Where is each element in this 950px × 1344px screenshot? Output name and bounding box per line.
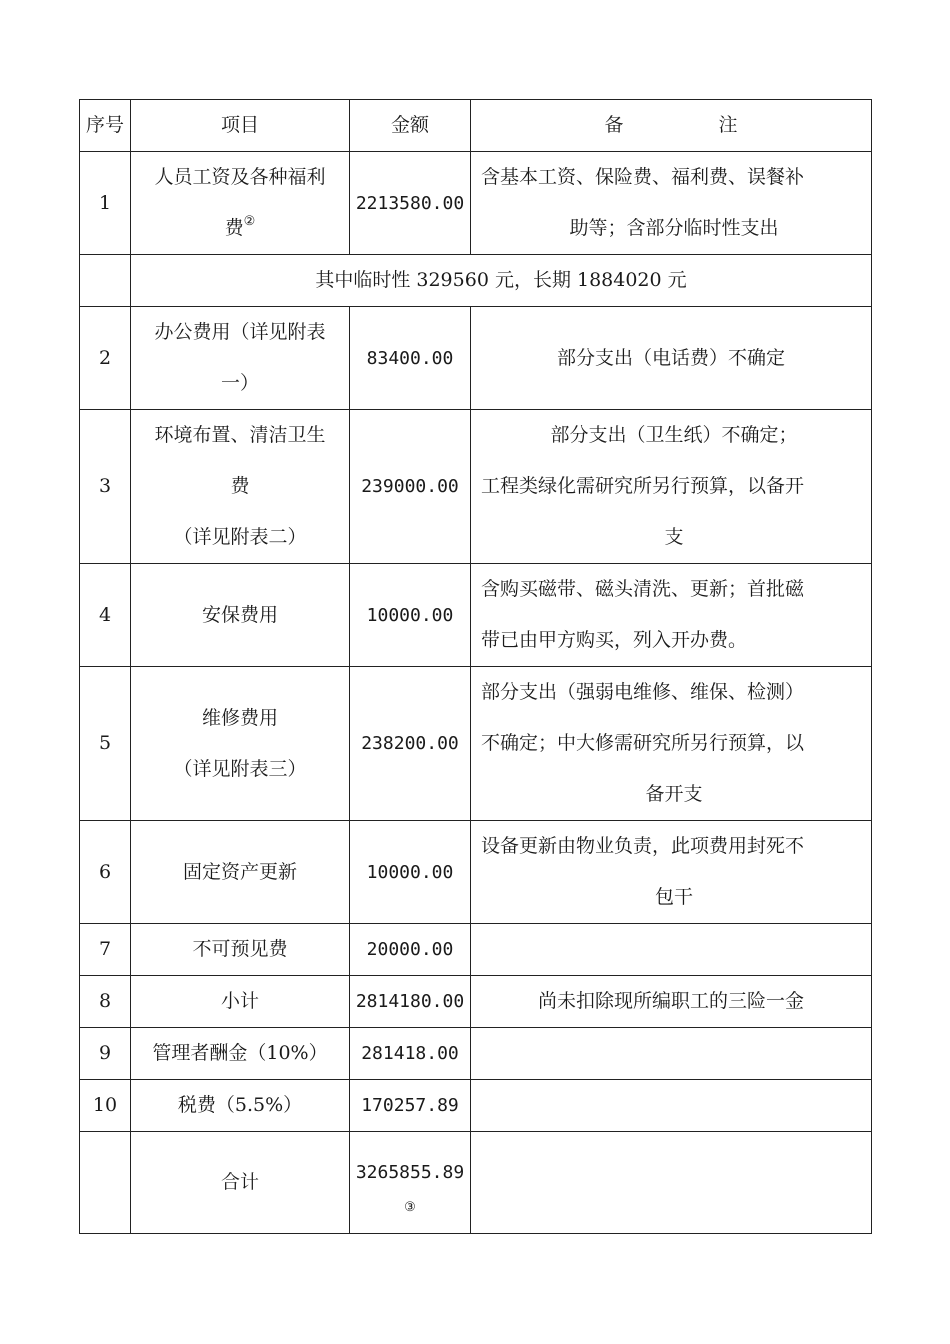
item-line: 合计 [220,1171,259,1193]
table-row [80,1028,872,1080]
amount-value: 2213580.00 [355,192,465,214]
table-row [80,307,872,410]
seq-cell: 2 [80,307,131,410]
amount-value: 239000.00 [361,476,459,497]
remarks-line: 部分支出（卫生纸）不确定； [550,424,798,446]
item-line: 费 [230,475,250,497]
amount-cell [350,1132,471,1234]
remarks-line: 含购买磁带、磁头清洗、更新；首批磁 [481,578,805,600]
seq-cell [80,1132,131,1234]
item-line: 小计 [220,990,259,1012]
remarks-line: 带已由甲方购买，列入开办费。 [481,629,748,651]
remarks-line: 含基本工资、保险费、福利费、误餐补 [481,166,805,188]
remarks-line: 设备更新由物业负责，此项费用封死不 [481,835,805,857]
amount-value: 83400.00 [366,347,454,369]
item-line: 维修费用 [201,706,278,729]
remarks-cell [471,152,872,255]
amount-value: 170257.89 [361,1095,459,1116]
remarks-cell [471,307,872,410]
footnote-mark: ② [243,214,256,229]
remarks-cell [471,924,872,976]
header-amount: 金额 [350,100,471,152]
remarks-cell [471,410,872,564]
remarks-line: 备开支 [645,783,703,805]
table-row [80,410,872,564]
item-line: 一） [220,372,259,394]
item-cell [131,1028,350,1080]
amount-cell [350,564,471,667]
item-cell [131,1080,350,1132]
table-row [80,821,872,924]
amount-cell [350,1080,471,1132]
budget-table [79,99,872,1234]
amount-cell [350,410,471,564]
amount-cell [350,1028,471,1080]
header-remarks: 备 注 [471,100,872,152]
amount-value: 10000.00 [366,604,454,626]
table-row [80,152,872,255]
seq-cell: 5 [80,667,131,821]
seq-cell: 1 [80,152,131,255]
item-cell [131,667,350,821]
amount-cell [350,924,471,976]
item-cell [131,1132,350,1234]
item-line: 税费（5.5%） [177,1094,303,1116]
remarks-line: 尚未扣除现所编职工的三险一金 [537,990,804,1012]
item-line: 固定资产更新 [182,860,297,883]
item-line: 办公费用（详见附表 [154,321,326,343]
header-item: 项目 [131,100,350,152]
amount-value: 20000.00 [366,939,454,960]
remarks-line: 工程类绿化需研究所另行预算，以备开 [481,475,805,497]
remarks-line: 不确定；中大修需研究所另行预算，以 [481,732,805,754]
amount-cell [350,667,471,821]
item-line: 人员工资及各种福利 [154,166,326,188]
header-row [80,100,872,152]
item-cell [131,564,350,667]
item-cell [131,976,350,1028]
amount-value: 281418.00 [361,1043,459,1064]
amount-value: 238200.00 [361,733,459,754]
item-cell [131,924,350,976]
amount-cell [350,821,471,924]
remarks-cell [471,564,872,667]
remarks-cell [471,1080,872,1132]
amount-cell [350,976,471,1028]
item-line: 管理者酬金（10%） [152,1042,328,1064]
seq-cell: 8 [80,976,131,1028]
amount-cell [350,307,471,410]
note-blank-cell [80,255,131,307]
remarks-line: 包干 [654,886,693,908]
footnote-mark: ③ [404,1200,416,1215]
remarks-line: 支 [664,526,684,548]
amount-value: 2814180.00 [355,991,465,1012]
remarks-line: 助等；含部分临时性支出 [569,217,779,239]
item-cell [131,152,350,255]
remarks-cell [471,667,872,821]
amount-value: 3265855.89 [355,1162,465,1183]
remarks-line: 部分支出（电话费）不确定 [556,346,785,369]
seq-cell: 4 [80,564,131,667]
remarks-cell [471,821,872,924]
table-row [80,1132,872,1234]
item-line: （详见附表三） [173,757,307,780]
item-line: 不可预见费 [192,938,288,960]
table-row [80,255,872,307]
item-cell [131,821,350,924]
remarks-cell [471,976,872,1028]
table-row [80,564,872,667]
item-cell [131,307,350,410]
seq-cell: 3 [80,410,131,564]
item-line: 环境布置、清洁卫生 [154,424,326,446]
amount-cell [350,152,471,255]
amount-value: 10000.00 [366,861,454,883]
item-line: （详见附表二） [173,526,307,548]
remarks-cell [471,1028,872,1080]
remarks-line: 部分支出（强弱电维修、维保、检测） [481,681,805,703]
item-line: 费② [224,214,256,239]
seq-cell: 9 [80,1028,131,1080]
seq-cell: 6 [80,821,131,924]
table-row [80,924,872,976]
item-line: 安保费用 [201,603,278,626]
item-cell [131,410,350,564]
remarks-cell [471,1132,872,1234]
table-row [80,976,872,1028]
table-row [80,667,872,821]
seq-cell: 10 [80,1080,131,1132]
header-seq: 序号 [80,100,131,152]
note-cell: 其中临时性 329560 元，长期 1884020 元 [131,255,872,307]
seq-cell: 7 [80,924,131,976]
table-row [80,1080,872,1132]
